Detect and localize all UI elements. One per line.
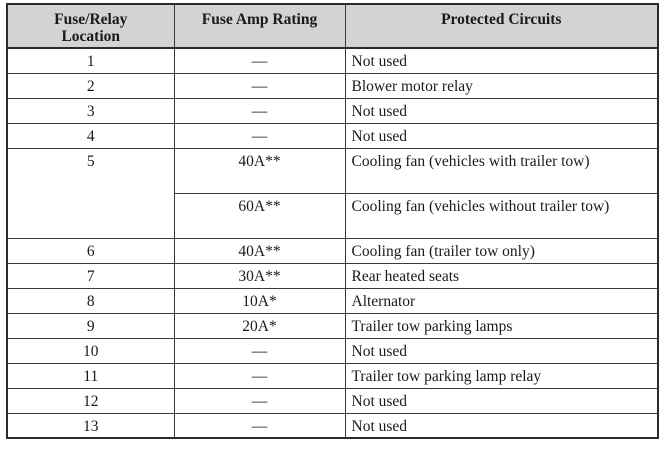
header-amp-rating: Fuse Amp Rating	[174, 4, 345, 48]
location-cell: 5	[7, 148, 174, 238]
table-row	[7, 238, 658, 263]
circuit-cell: Blower motor relay	[345, 73, 658, 98]
table-row	[7, 98, 658, 123]
table-row	[7, 123, 658, 148]
circuit-cell: Trailer tow parking lamp relay	[345, 363, 658, 388]
location-cell: 1	[7, 48, 174, 73]
location-cell: 9	[7, 313, 174, 338]
table-row	[7, 73, 658, 98]
location-cell: 4	[7, 123, 174, 148]
circuit-cell: Not used	[345, 413, 658, 438]
amp-rating-cell: —	[174, 388, 345, 413]
circuit-cell: Alternator	[345, 288, 658, 313]
table-row	[7, 338, 658, 363]
circuit-cell: Cooling fan (vehicles with trailer tow)	[345, 148, 658, 193]
circuit-cell: Cooling fan (vehicles without trailer tow)	[345, 193, 658, 238]
fuse-relay-table	[6, 3, 659, 439]
table-header-row	[7, 4, 658, 48]
circuit-cell: Not used	[345, 338, 658, 363]
location-cell: 2	[7, 73, 174, 98]
location-cell: 3	[7, 98, 174, 123]
amp-rating-cell: —	[174, 73, 345, 98]
amp-rating-cell: 30A**	[174, 263, 345, 288]
amp-rating-cell: —	[174, 338, 345, 363]
location-cell: 13	[7, 413, 174, 438]
table-row	[7, 413, 658, 438]
header-protected-circuits: Protected Circuits	[345, 4, 658, 48]
table-row	[7, 48, 658, 73]
circuit-cell: Not used	[345, 388, 658, 413]
circuit-cell: Rear heated seats	[345, 263, 658, 288]
location-cell: 7	[7, 263, 174, 288]
amp-rating-cell: 20A*	[174, 313, 345, 338]
circuit-cell: Not used	[345, 98, 658, 123]
location-cell: 11	[7, 363, 174, 388]
amp-rating-cell: —	[174, 123, 345, 148]
amp-rating-cell: 60A**	[174, 193, 345, 238]
location-cell: 12	[7, 388, 174, 413]
location-cell: 8	[7, 288, 174, 313]
circuit-cell: Cooling fan (trailer tow only)	[345, 238, 658, 263]
table-row	[7, 288, 658, 313]
table-row	[7, 148, 658, 193]
circuit-cell: Not used	[345, 48, 658, 73]
location-cell: 6	[7, 238, 174, 263]
amp-rating-cell: —	[174, 363, 345, 388]
table-row	[7, 363, 658, 388]
table-row	[7, 263, 658, 288]
circuit-cell: Trailer tow parking lamps	[345, 313, 658, 338]
amp-rating-cell: 40A**	[174, 238, 345, 263]
amp-rating-cell: 10A*	[174, 288, 345, 313]
table-row	[7, 313, 658, 338]
header-location: Fuse/Relay Location	[7, 4, 174, 48]
circuit-cell: Not used	[345, 123, 658, 148]
table-row	[7, 388, 658, 413]
amp-rating-cell: —	[174, 48, 345, 73]
amp-rating-cell: —	[174, 98, 345, 123]
amp-rating-cell: 40A**	[174, 148, 345, 193]
location-cell: 10	[7, 338, 174, 363]
amp-rating-cell: —	[174, 413, 345, 438]
